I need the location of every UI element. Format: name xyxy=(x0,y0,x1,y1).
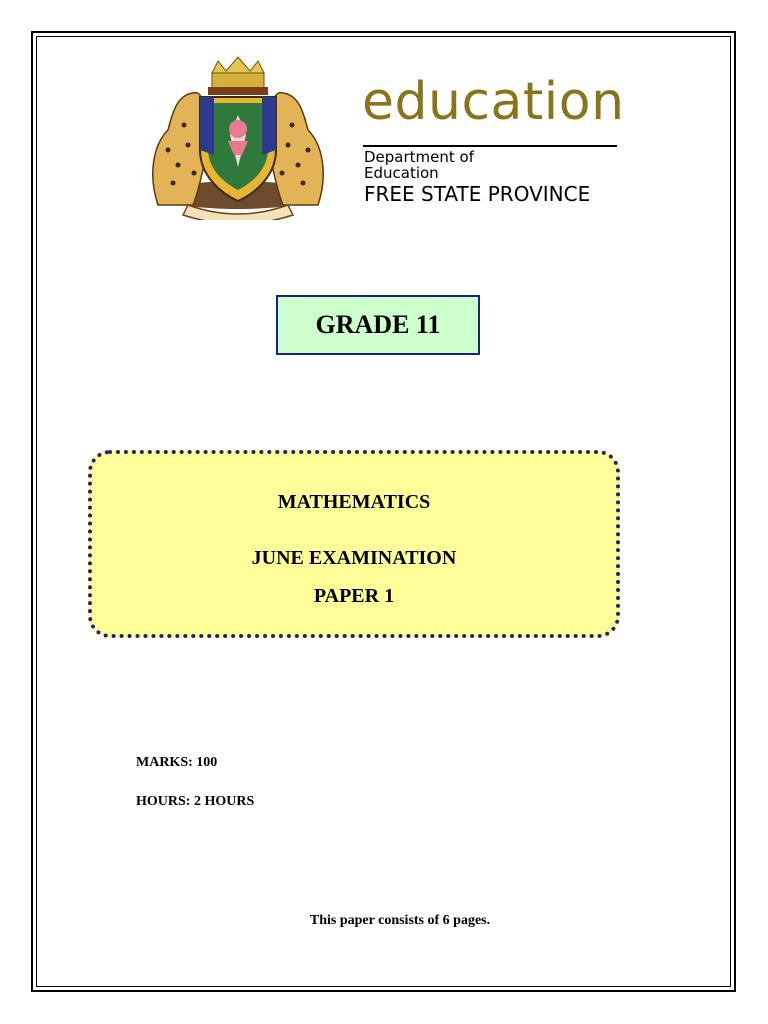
department-line-1: Department of xyxy=(364,148,474,166)
marks-total: MARKS: 100 xyxy=(136,755,218,770)
paper-number: PAPER 1 xyxy=(313,585,395,607)
page-count-note: This paper consists of 6 pages. xyxy=(309,913,491,928)
province-name: FREE STATE PROVINCE xyxy=(364,182,591,206)
grade-box xyxy=(276,295,480,355)
department-line-2: Education xyxy=(364,164,439,182)
exam-duration: HOURS: 2 HOURS xyxy=(136,794,255,809)
grade-label: GRADE 11 xyxy=(315,310,441,339)
education-brand-wordmark: education xyxy=(362,72,625,132)
crown-icon xyxy=(208,57,268,95)
exam-title: JUNE EXAMINATION xyxy=(251,547,457,569)
brand-divider xyxy=(363,145,617,147)
coat-of-arms-logo xyxy=(138,55,338,220)
subject-box xyxy=(88,450,620,638)
subject-name: MATHEMATICS xyxy=(277,491,431,513)
